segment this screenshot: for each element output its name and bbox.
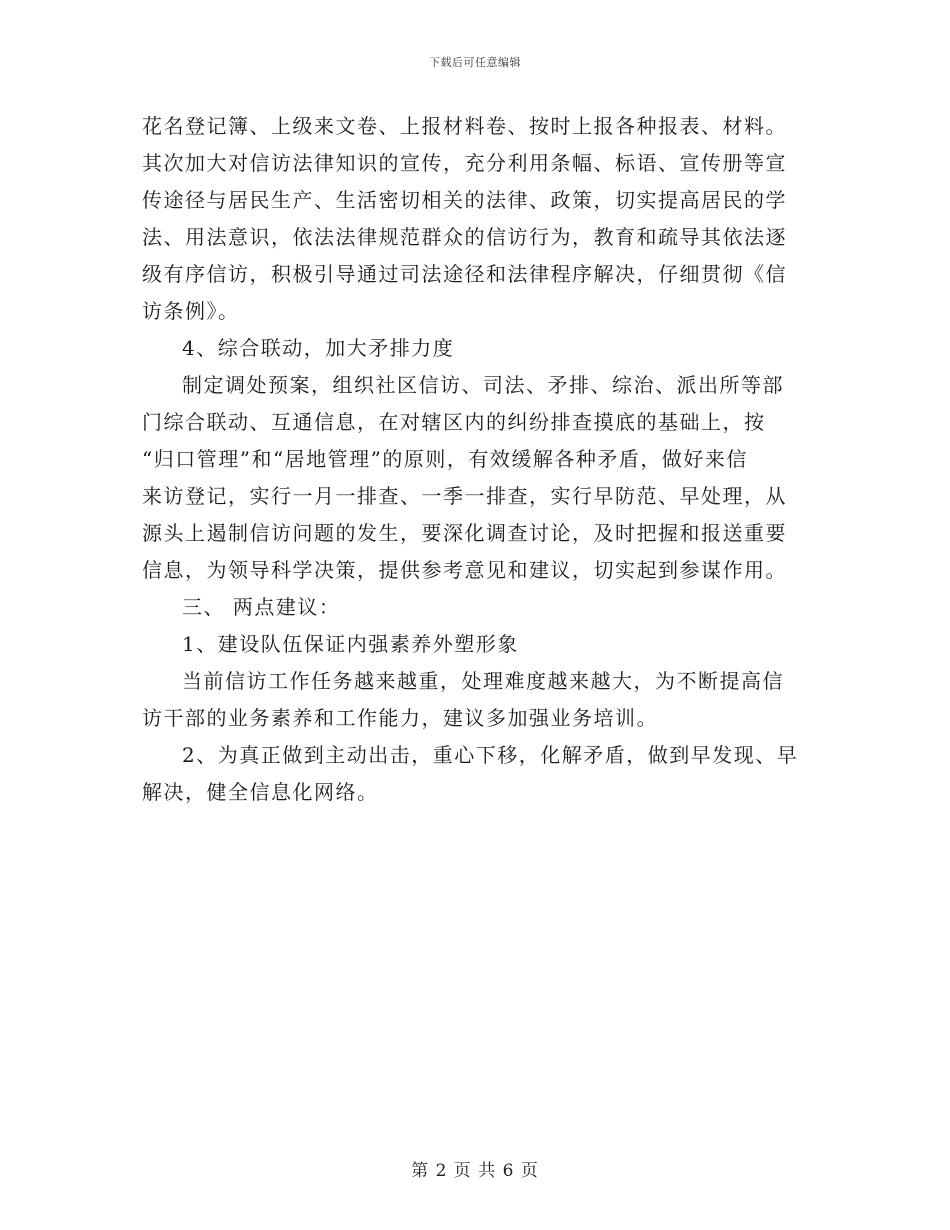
text-line: 1、建设队伍保证内强素养外塑形象	[182, 632, 519, 656]
text-line: 当前信访工作任务越来越重，处理难度越来越大，为不断提高信	[182, 669, 784, 693]
text-line: 2、为真正做到主动出击，重心下移，化解矛盾，做到早发现、早	[182, 743, 799, 767]
text-line: 法、用法意识，依法法律规范群众的信访行为，教育和疏导其依法逐	[142, 225, 787, 249]
text-line: 传途径与居民生产、生活密切相关的法律、政策，切实提高居民的学	[142, 188, 787, 212]
text-line: 解决，健全信息化网络。	[142, 780, 379, 804]
text-line: 访干部的业务素养和工作能力，建议多加强业务培训。	[142, 706, 658, 730]
text-line: 门综合联动、互通信息，在对辖区内的纠纷排查摸底的基础上，按	[142, 410, 766, 434]
document-body	[142, 108, 810, 811]
page-number: 第 2 页 共 6 页	[411, 1161, 539, 1181]
text-line: 制定调处预案，组织社区信访、司法、矛排、综治、派出所等部	[182, 373, 784, 397]
text-line: 来访登记，实行一月一排查、一季一排查，实行早防范、早处理，从	[142, 484, 787, 508]
text-line: 三、 两点建议：	[182, 595, 341, 619]
text-line: 4、综合联动，加大矛排力度	[182, 336, 455, 360]
text-line: 级有序信访，积极引导通过司法途径和法律程序解决，仔细贯彻《信	[142, 262, 787, 286]
text-line: 其次加大对信访法律知识的宣传，充分利用条幅、标语、宣传册等宣	[142, 151, 787, 175]
text-line: 访条例》。	[142, 299, 240, 323]
page-header-note: 下载后可任意编辑	[429, 56, 521, 69]
text-line: 源头上遏制信访问题的发生，要深化调查讨论，及时把握和报送重要	[142, 521, 787, 545]
text-line: 花名登记簿、上级来文卷、上报材料卷、按时上报各种报表、材料。	[142, 114, 787, 138]
text-line: “归口管理”和“居地管理”的原则，有效缓解各种矛盾，做好来信	[142, 447, 748, 471]
text-line: 信息，为领导科学决策，提供参考意见和建议，切实起到参谋作用。	[142, 558, 787, 582]
